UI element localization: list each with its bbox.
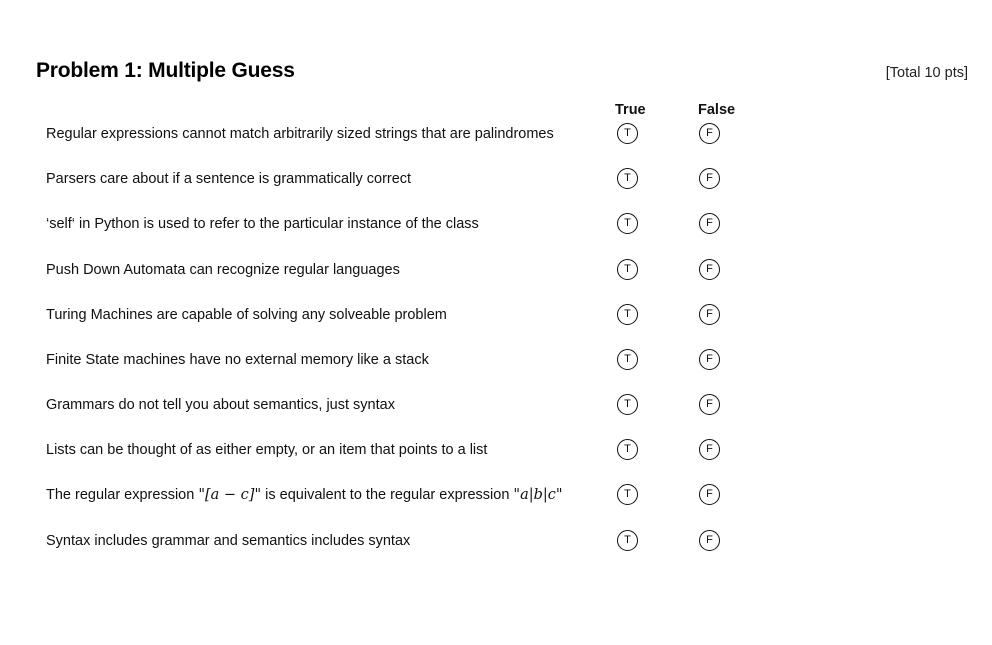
question-row	[0, 481, 992, 511]
false-bubble[interactable]: F	[699, 349, 720, 370]
false-bubble[interactable]: F	[699, 530, 720, 551]
false-bubble[interactable]: F	[699, 123, 720, 144]
true-bubble[interactable]: T	[617, 349, 638, 370]
total-points: [Total 10 pts]	[885, 65, 968, 81]
false-bubble[interactable]: F	[699, 259, 720, 280]
false-bubble[interactable]: F	[699, 304, 720, 325]
question-row	[0, 527, 992, 557]
question-row	[0, 346, 992, 376]
false-bubble[interactable]: F	[699, 439, 720, 460]
question-text: Syntax includes grammar and semantics includes syntax	[46, 533, 411, 549]
true-bubble[interactable]: T	[617, 304, 638, 325]
true-bubble[interactable]: T	[617, 168, 638, 189]
question-text	[46, 487, 563, 503]
question-row	[0, 210, 992, 240]
question-text: Push Down Automata can recognize regular languages	[46, 262, 400, 278]
true-bubble[interactable]: T	[617, 484, 638, 505]
false-bubble[interactable]: F	[699, 168, 720, 189]
question-text: Regular expressions cannot match arbitrarily sized strings that are palindromes	[46, 126, 554, 142]
math-expression-alternation: "a|b|c"	[513, 487, 563, 503]
false-bubble[interactable]: F	[699, 213, 720, 234]
true-column-header: True	[615, 102, 646, 118]
question-row	[0, 391, 992, 421]
false-bubble[interactable]: F	[699, 484, 720, 505]
true-bubble[interactable]: T	[617, 439, 638, 460]
true-bubble[interactable]: T	[617, 530, 638, 551]
question-text-prefix: The regular expression	[46, 487, 199, 503]
question-row	[0, 301, 992, 331]
question-text: Parsers care about if a sentence is grammatically correct	[46, 171, 412, 187]
true-bubble[interactable]: T	[617, 394, 638, 415]
question-text: Grammars do not tell you about semantics, just syntax	[46, 397, 395, 413]
true-bubble[interactable]: T	[617, 213, 638, 234]
question-row	[0, 256, 992, 286]
false-column-header: False	[698, 102, 736, 118]
question-text-middle: is equivalent to the regular expression	[261, 487, 514, 503]
true-bubble[interactable]: T	[617, 123, 638, 144]
question-text: ‘self‘ in Python is used to refer to the particular instance of the class	[46, 216, 479, 232]
true-bubble[interactable]: T	[617, 259, 638, 280]
question-row	[0, 120, 992, 150]
math-expression-range: "[a − c]"	[198, 487, 262, 503]
false-bubble[interactable]: F	[699, 394, 720, 415]
question-text: Lists can be thought of as either empty, or an item that points to a list	[46, 442, 488, 458]
question-row	[0, 165, 992, 195]
question-text: Finite State machines have no external memory like a stack	[46, 352, 429, 368]
problem-title: Problem 1: Multiple Guess	[36, 59, 295, 82]
question-text: Turing Machines are capable of solving any solveable problem	[46, 307, 447, 323]
question-row	[0, 436, 992, 466]
